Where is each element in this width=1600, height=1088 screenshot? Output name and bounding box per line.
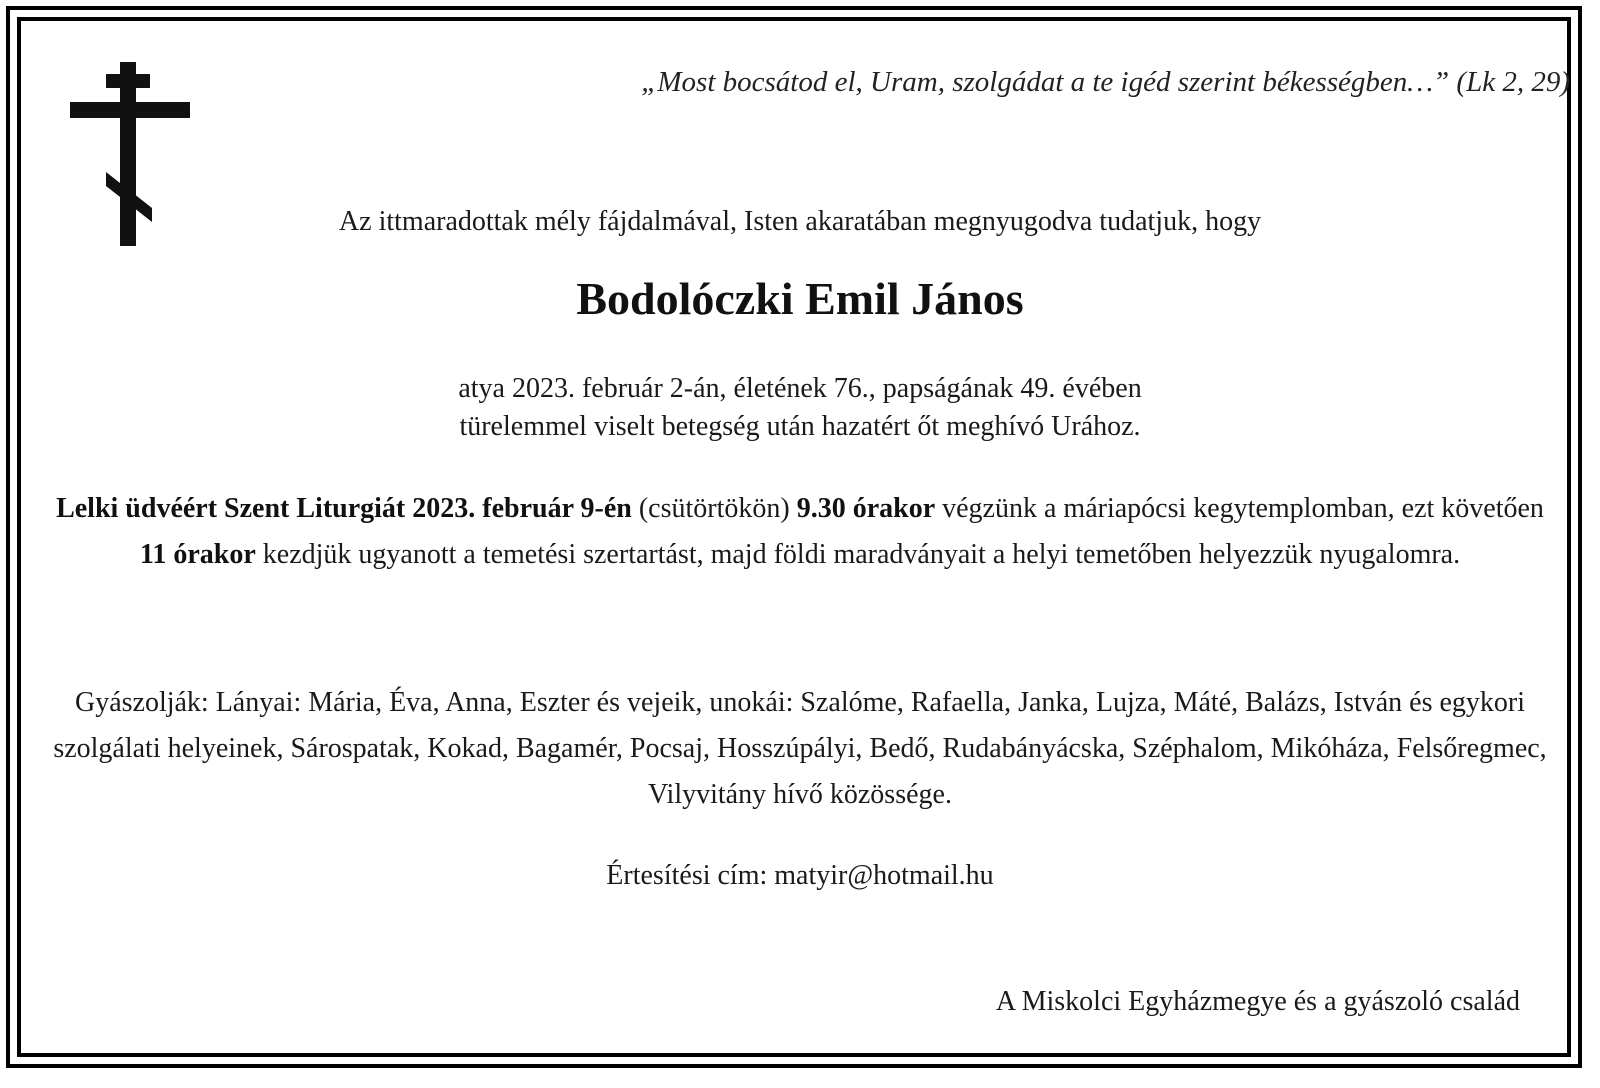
death-notice bbox=[0, 370, 1600, 446]
liturgy-text: (csütörtökön) bbox=[631, 493, 797, 524]
liturgy-date: Lelki üdvéért Szent Liturgiát 2023. február 9-én bbox=[56, 493, 632, 524]
signature: A Miskolci Egyházmegye és a gyászoló család bbox=[995, 986, 1520, 1017]
deceased-name: Bodolóczki Emil János bbox=[576, 273, 1024, 324]
funeral-time: 11 órakor bbox=[139, 539, 256, 570]
liturgy-text: kezdjük ugyanott a temetési szertartást, majd földi maradványait a helyi temetőben helyezzük nyugalomra. bbox=[255, 539, 1461, 570]
intro-text: Az ittmaradottak mély fájdalmával, Isten akaratában megnyugodva tudatjuk, hogy bbox=[338, 206, 1262, 237]
liturgy-text: végzünk a máriapócsi kegytemplomban, ezt követően bbox=[935, 493, 1544, 524]
liturgy-paragraph bbox=[40, 486, 1560, 578]
contact-address: Értesítési cím: matyir@hotmail.hu bbox=[606, 860, 994, 891]
bible-quote: „Most bocsátod el, Uram, szolgádat a te igéd szerint békességben…” (Lk 2, 29) bbox=[641, 66, 1570, 98]
mourners-paragraph: Gyászolják: Lányai: Mária, Éva, Anna, Eszter és vejeik, unokái: Szalóme, Rafaella, Janka, Lujza, Máté, Balázs, István és egykori szolgálati helyeinek, Sárospatak, Kokad, Bagamér, Pocsaj, Hosszúpályi, Bedő, Rudabányácska, Széphalom, Mikóháza, Felsőregmec, Vilyvitány hívő közössége. bbox=[53, 687, 1547, 810]
death-line: türelemmel viselt betegség után hazatért őt meghívó Urához. bbox=[459, 411, 1141, 442]
death-line: atya 2023. február 2-án, életének 76., papságának 49. évében bbox=[458, 373, 1142, 404]
liturgy-time: 9.30 órakor bbox=[796, 493, 936, 524]
